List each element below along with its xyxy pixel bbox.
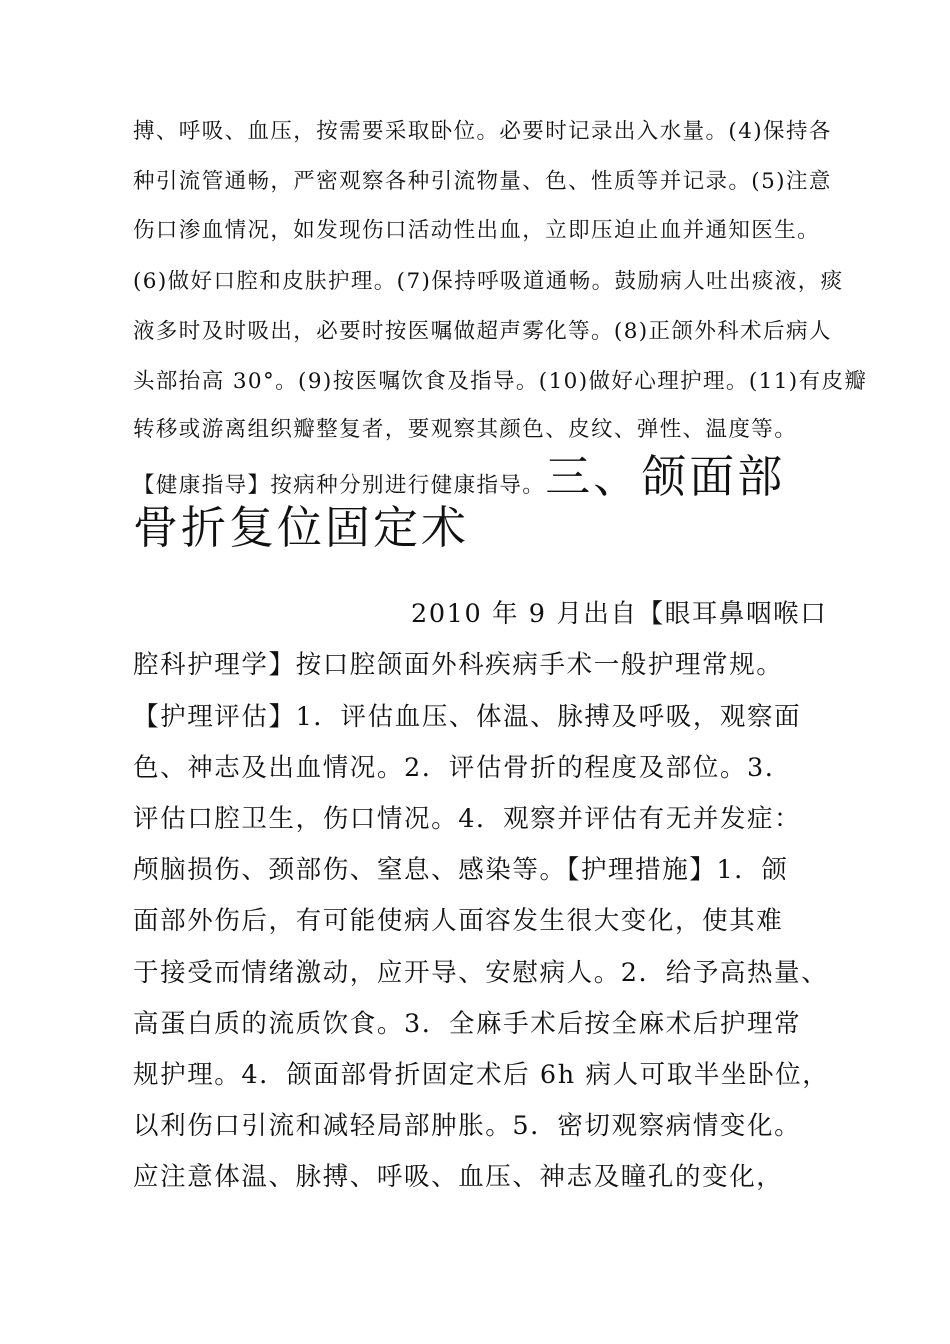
section-heading: 三、颌面部 — [545, 450, 786, 503]
health-guidance-text: 【健康指导】按病种分别进行健康指导。 — [133, 473, 546, 498]
text-line: 规护理。4．颌面部骨折固定术后 6h 病人可取半坐卧位， — [133, 1060, 830, 1090]
text-line: 应注意体温、脉搏、呼吸、血压、神志及瞳孔的变化， — [133, 1162, 784, 1192]
text-line: 转移或游离组织瓣整复者，要观察其颜色、皮纹、弹性、温度等。 — [133, 417, 798, 442]
text-line: 伤口渗血情况，如发现伤口活动性出血，立即压迫止血并通知医生。 — [133, 218, 821, 243]
text-line: 腔科护理学】按口腔颌面外科疾病手术一般护理常规。 — [133, 650, 784, 680]
text-line: 颅脑损伤、颈部伤、窒息、感染等。【护理措施】1．颌 — [133, 855, 789, 885]
text-line: 搏、呼吸、血压，按需要采取卧位。必要时记录出入水量。(4)保持各 — [133, 119, 832, 144]
text-line: (6)做好口腔和皮肤护理。(7)保持呼吸道通畅。鼓励病人吐出痰液，痰 — [133, 269, 844, 294]
text-line: 于接受而情绪激动，应开导、安慰病人。2．给予高热量、 — [133, 958, 829, 988]
text-line: 色、神志及出血情况。2．评估骨折的程度及部位。3． — [133, 753, 792, 783]
text-line: 【护理评估】1．评估血压、体温、脉搏及呼吸，观察面 — [133, 702, 802, 732]
text-line: 以利伤口引流和减轻局部肿胀。5．密切观察病情变化。 — [133, 1111, 802, 1141]
text-line: 面部外伤后，有可能使病人面容发生很大变化，使其难 — [133, 906, 784, 936]
section-heading-continued: 骨折复位固定术 — [133, 501, 470, 554]
text-line: 头部抬高 30°。(9)按医嘱饮食及指导。(10)做好心理护理。(11)有皮瓣 — [133, 369, 868, 394]
text-line: 种引流管通畅，严密观察各种引流物量、色、性质等并记录。(5)注意 — [133, 169, 832, 194]
text-line: 评估口腔卫生，伤口情况。4．观察并评估有无并发症： — [133, 804, 802, 834]
source-line: 2010 年 9 月出自【眼耳鼻咽喉口 — [411, 599, 828, 629]
text-line: 高蛋白质的流质饮食。3．全麻手术后按全麻术后护理常 — [133, 1009, 802, 1039]
text-line: 液多时及时吸出，必要时按医嘱做超声雾化等。(8)正颌外科术后病人 — [133, 319, 832, 344]
